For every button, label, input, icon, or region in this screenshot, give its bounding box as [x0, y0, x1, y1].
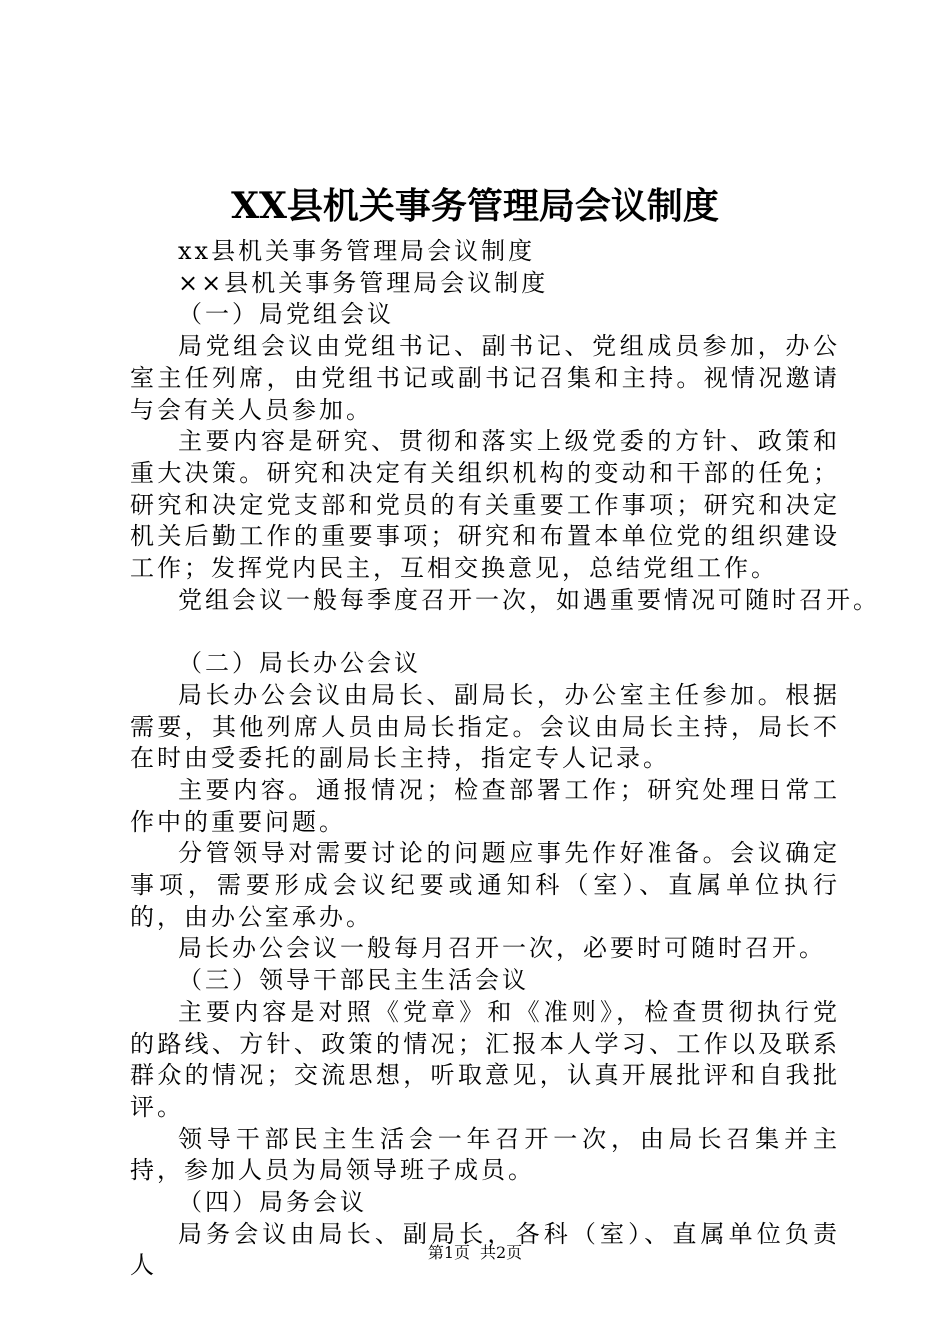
paragraph: 党组会议一般每季度召开一次，如遇重要情况可随时召开。 [178, 585, 880, 614]
page-number-total: 共2页 [480, 1243, 523, 1262]
paragraph: 分管领导对需要讨论的问题应事先作好准备。会议确定事项，需要形成会议纪要或通知科（室）、直属单位执行的，由办公室承办。 [130, 839, 840, 931]
paragraph: 主要内容。通报情况；检查部署工作；研究处理日常工作中的重要问题。 [130, 775, 840, 836]
paragraph: 局长办公会议一般每月召开一次，必要时可随时召开。 [178, 934, 826, 963]
document-body [130, 236, 880, 1282]
paragraph-subtitle-2: ××县机关事务管理局会议制度 [178, 268, 549, 297]
paragraph: 主要内容是研究、贯彻和落实上级党委的方针、政策和重大决策。研究和决定有关组织机构的变动和干部的任免；研究和决定党支部和党员的有关重要工作事项；研究和决定机关后勤工作的重要事项；研究和布置本单位党的组织建设工作；发挥党内民主，互相交换意见，总结党组工作。 [130, 427, 840, 583]
section-heading-3: （三）领导干部民主生活会议 [178, 966, 529, 995]
paragraph: 主要内容是对照《党章》和《准则》，检查贯彻执行党的路线、方针、政策的情况；汇报本人学习、工作以及联系群众的情况；交流思想，听取意见，认真开展批评和自我批评。 [130, 997, 840, 1121]
paragraph: 领导干部民主生活会一年召开一次，由局长召集并主持，参加人员为局领导班子成员。 [130, 1124, 840, 1185]
paragraph: 局党组会议由党组书记、副书记、党组成员参加，办公室主任列席，由党组书记或副书记召集和主持。视情况邀请与会有关人员参加。 [130, 332, 840, 424]
paragraph: 局务会议由局长、副局长，各科（室）、直属单位负责人 [130, 1219, 840, 1280]
page-number-current: 第1页 [427, 1243, 470, 1262]
document-title: XX县机关事务管理局会议制度 [231, 185, 719, 227]
page-footer [0, 1242, 950, 1264]
paragraph-subtitle-1: xx县机关事务管理局会议制度 [178, 237, 536, 265]
paragraph: 局长办公会议由局长、副局长，办公室主任参加。根据需要，其他列席人员由局长指定。会议由局长主持，局长不在时由受委托的副局长主持，指定专人记录。 [130, 680, 840, 773]
section-heading-2: （二）局长办公会议 [178, 649, 421, 678]
section-heading-4: （四）局务会议 [178, 1188, 367, 1217]
section-heading-1: （一）局党组会议 [178, 300, 394, 329]
